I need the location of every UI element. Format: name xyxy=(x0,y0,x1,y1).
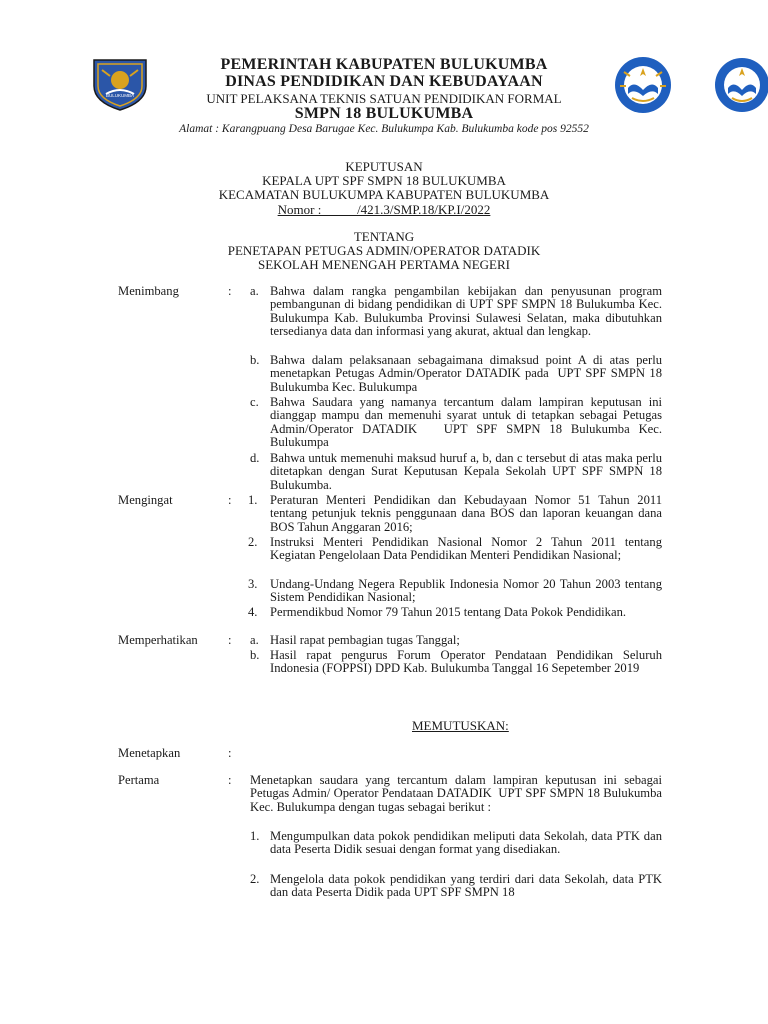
decree-subject-1: PENETAPAN PETUGAS ADMIN/OPERATOR DATADIK xyxy=(227,243,541,258)
menimbang-mark-a: a. xyxy=(250,284,259,298)
menimbang-mark-d: d. xyxy=(250,451,260,465)
left-logo-text: BULUKUMBA xyxy=(105,93,134,98)
mengingat-item-2: Instruksi Menteri Pendidikan Nasional Nomor 2 Tahun 2011 tentang Kegiatan Pengelolaan Data Pendidikan Menteri Pendidikan Nasional; xyxy=(270,535,662,563)
memperhatikan-mark-b: b. xyxy=(250,648,260,662)
mengingat-item-1: Peraturan Menteri Pendidikan dan Kebudayaan Nomor 51 Tahun 2011 tentang petunjuk teknis penggunaan dana BOS dan laporan keuangan dana BOS Tahun Anggaran 2016; xyxy=(270,493,662,534)
menimbang-label: Menimbang xyxy=(118,284,179,298)
menimbang-item-c: Bahwa Saudara yang namanya tercantum dalam lampiran keputusan ini dianggap mampu dan memenuhi syarat untuk di tetapkan sebagai Petugas Admin/Operator DATADIK UPT SPF SMPN 18 Bulukumba Kec. Bulukumpa xyxy=(270,395,666,450)
letterhead-unit: UNIT PELAKSANA TEKNIS SATUAN PENDIDIKAN FORMAL xyxy=(206,91,562,106)
decree-subject-2: SEKOLAH MENENGAH PERTAMA NEGERI xyxy=(257,257,511,272)
mengingat-item-4: Permendikbud Nomor 79 Tahun 2015 tentang Data Pokok Pendidikan. xyxy=(270,605,627,619)
letterhead-government: PEMERINTAH KABUPATEN BULUKUMBA xyxy=(220,56,548,73)
mengingat-label: Mengingat xyxy=(118,493,173,507)
pertama-mark-1: 1. xyxy=(250,829,260,843)
letterhead-department: DINAS PENDIDIKAN DAN KEBUDAYAAN xyxy=(225,73,543,90)
letterhead-school: SMPN 18 BULUKUMBA xyxy=(294,105,474,122)
pertama-colon: : xyxy=(228,773,232,787)
decree-number-text: Nomor : /421.3/SMP.18/KP.I/2022 xyxy=(277,202,491,217)
menimbang-item-d: Bahwa untuk memenuhi maksud huruf a, b, dan c tersebut di atas maka perlu ditetapkan dengan Surat Keputusan Kepala Sekolah UPT SPF SMPN 18 Bulukumba. xyxy=(270,451,662,492)
menimbang-colon: : xyxy=(228,284,232,298)
memperhatikan-label: Memperhatikan xyxy=(118,633,198,647)
mengingat-mark-2: 2. xyxy=(248,535,258,549)
decree-title: KEPUTUSAN xyxy=(345,159,423,174)
mengingat-mark-4: 4. xyxy=(248,605,258,619)
pertama-item-1: Mengumpulkan data pokok pendidikan meliputi data Sekolah, data PTK dan data Peserta Didik sesuai dengan format yang disediakan. xyxy=(270,829,662,857)
menimbang-mark-c: c. xyxy=(250,395,259,409)
mengingat-colon: : xyxy=(228,493,232,507)
pertama-label: Pertama xyxy=(118,773,160,787)
decree-issuer: KEPALA UPT SPF SMPN 18 BULUKUMBA xyxy=(262,173,506,188)
pertama-intro: Menetapkan saudara yang tercantum dalam lampiran keputusan ini sebagai Petugas Admin/ Operator Pendataan DATADIK UPT SPF SMPN 18 Bulukumba Kec. Bulukumpa dengan tugas sebagai berikut : xyxy=(250,773,666,814)
memperhatikan-mark-a: a. xyxy=(250,633,259,647)
memperhatikan-item-b: Hasil rapat pengurus Forum Operator Pendataan Pendidikan Seluruh Indonesia (FOPPSI) DPD Kab. Bulukumba Tanggal 16 Sepetember 2019 xyxy=(270,648,662,676)
menimbang-mark-b: b. xyxy=(250,353,260,367)
pertama-item-2: Mengelola data pokok pendidikan yang terdiri dari data Sekolah, data PTK dan data Peserta Didik pada UPT SPF SMPN 18 xyxy=(270,872,662,900)
memutuskan-heading: MEMUTUSKAN: xyxy=(412,718,509,733)
memperhatikan-item-a: Hasil rapat pembagian tugas Tanggal; xyxy=(270,633,460,647)
letterhead-address: Alamat : Karangpuang Desa Barugae Kec. Bulukumpa Kab. Bulukumba kode pos 92552 xyxy=(179,123,589,135)
mengingat-item-3: Undang-Undang Negera Republik Indonesia Nomor 20 Tahun 2003 tentang Sistem Pendidikan Nasional; xyxy=(270,577,662,605)
menimbang-item-b: Bahwa dalam pelaksanaan sebagaimana dimaksud point A di atas perlu menetapkan Petugas Admin/Operator DATADIK pada UPT SPF SMPN 18 Bulukumba Kec. Bulukumpa xyxy=(270,353,666,394)
menetapkan-label: Menetapkan xyxy=(118,746,181,760)
memperhatikan-colon: : xyxy=(228,633,232,647)
decree-tentang: TENTANG xyxy=(353,229,415,244)
mengingat-mark-3: 3. xyxy=(248,577,258,591)
menimbang-item-a: Bahwa dalam rangka pengambilan kebijakan dan penyusunan program pembangunan di bidang pendidikan di UPT SPF SMPN 18 Bulukumba Kec. Bulukumpa Kab. Bulukumba Provinsi Sulawesi Selatan, maka dibutuhkan tersedianya data dan informasi yang akurat, aktual dan lengkap. xyxy=(270,284,662,339)
decree-region: KECAMATAN BULUKUMPA KABUPATEN BULUKUMBA xyxy=(218,187,550,202)
pertama-mark-2: 2. xyxy=(250,872,260,886)
mengingat-mark-1: 1. xyxy=(248,493,258,507)
menetapkan-colon: : xyxy=(228,746,232,760)
decree-number xyxy=(0,202,768,218)
